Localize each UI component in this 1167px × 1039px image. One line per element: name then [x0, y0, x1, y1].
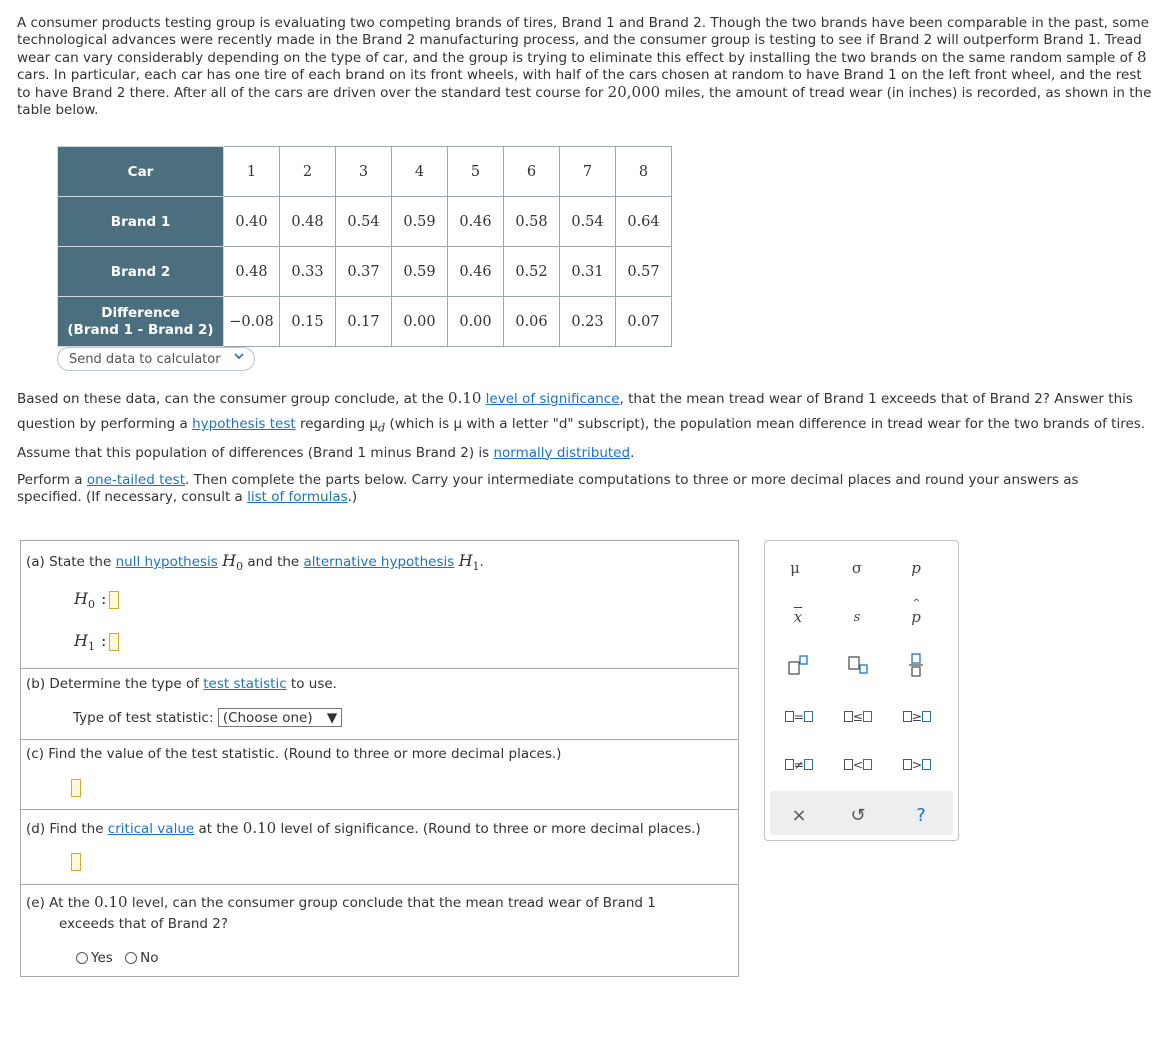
greater-equal-button[interactable]: ≥: [897, 704, 937, 728]
car-number: 7: [560, 147, 616, 197]
s-symbol: s: [853, 609, 861, 625]
close-icon: ×: [791, 804, 807, 826]
yes-option[interactable]: [76, 950, 113, 966]
not-equal-button[interactable]: ≠: [779, 752, 819, 776]
part-b-text: to use.: [286, 676, 337, 692]
brand2-value: 0.33: [280, 247, 336, 297]
part-a-text: and the: [243, 554, 304, 570]
brand2-value: 0.52: [504, 247, 560, 297]
undo-button[interactable]: [838, 803, 878, 827]
question-text-part: , that the mean tread wear of Brand 1 exceeds that of Brand 2? Answer this question by performing a: [17, 391, 1133, 432]
part-e-text: (e) At the: [26, 895, 95, 911]
alternative-hypothesis-link[interactable]: alternative hypothesis: [303, 554, 455, 570]
part-a-text: (a) State the: [26, 554, 116, 570]
car-number: 3: [336, 147, 392, 197]
yes-label: Yes: [91, 950, 113, 966]
part-d: [21, 809, 738, 885]
h0-label: H: [74, 589, 88, 608]
part-c-prompt: (c) Find the value of the test statistic. (Round to three or more decimal places.): [26, 746, 562, 762]
brand1-value: 0.48: [280, 197, 336, 247]
brand1-value: 0.59: [392, 197, 448, 247]
brand1-value: 0.54: [336, 197, 392, 247]
part-e-text-line2: exceeds that of Brand 2?: [59, 916, 229, 932]
h0-input[interactable]: [109, 591, 119, 609]
difference-value: 0.00: [392, 297, 448, 347]
brand2-value: 0.59: [392, 247, 448, 297]
fraction-button[interactable]: [896, 653, 936, 677]
superscript-icon: [785, 655, 809, 675]
difference-value: 0.07: [616, 297, 672, 347]
brand2-value: 0.57: [616, 247, 672, 297]
intro-text-2: cars. In particular, each car has one tire of each brand on its front wheels, with half of the cars chosen at random to have Brand 1 on the left front wheel, and the rest to have Brand 2 there. After all of the cars are driven over the standard test course for: [17, 67, 1142, 101]
dropdown-arrow-icon: ▼: [326, 710, 338, 726]
no-radio[interactable]: [125, 952, 137, 964]
help-icon: ?: [916, 804, 926, 826]
part-e-text: level, can the consumer group conclude that the mean tread wear of Brand 1: [127, 895, 656, 911]
less-than-button[interactable]: <: [838, 752, 878, 776]
conclusion-options: [76, 950, 158, 966]
part-d-text: at the: [194, 821, 243, 837]
critical-value-input[interactable]: [71, 853, 81, 871]
intro-text: A consumer products testing group is evaluating two competing brands of tires, Brand 1 and Brand 2. Though the two brands have been comparable in the past, some technological advances were recently made in the Brand 2 manufacturing process, and the consumer group is testing to see if Brand 2 will outperform Brand 1. Tread wear can vary considerably depending on the type of car, and the group is trying to eliminate this effect by installing the two brands on the same random sample of: [17, 15, 1149, 66]
difference-label: [58, 297, 224, 347]
critical-value-input-wrap: [71, 853, 81, 871]
part-a-prompt: (a) State the null hypothesis $H_0$ and the alternative hypothesis $H_1$.: [26, 551, 484, 574]
table-row: [58, 197, 672, 247]
car-number: 2: [280, 147, 336, 197]
less-equal-button[interactable]: ≤: [838, 704, 878, 728]
undo-icon: ↺: [850, 804, 866, 826]
null-hypothesis-link[interactable]: null hypothesis: [115, 554, 218, 570]
h0-label-subscript: 0: [87, 598, 95, 612]
subscript-button[interactable]: [837, 653, 877, 677]
difference-value: 0.17: [336, 297, 392, 347]
table-row: [58, 297, 672, 347]
h1-input[interactable]: [109, 633, 119, 651]
mu-symbol: μ: [790, 559, 800, 577]
table-row: [58, 147, 672, 197]
brand1-value: 0.58: [504, 197, 560, 247]
question-text-part: .: [630, 444, 635, 461]
h1-symbol: H: [458, 551, 473, 570]
help-button[interactable]: [901, 803, 941, 827]
test-type-select-value: (Choose one): [222, 710, 313, 726]
no-option[interactable]: [125, 950, 158, 966]
part-c: [21, 739, 738, 810]
brand1-value: 0.64: [616, 197, 672, 247]
car-number: 4: [392, 147, 448, 197]
brand2-value: 0.48: [224, 247, 280, 297]
superscript-button[interactable]: [777, 653, 817, 677]
send-data-button[interactable]: [57, 347, 255, 371]
brand2-value: 0.31: [560, 247, 616, 297]
sigma-button[interactable]: [837, 556, 877, 580]
h0-row: $H_0$ :: [74, 589, 119, 611]
difference-value: 0.23: [560, 297, 616, 347]
clear-button[interactable]: [779, 803, 819, 827]
test-statistic-input-wrap: [71, 779, 81, 797]
phat-button[interactable]: ^ p: [911, 598, 921, 626]
xbar-symbol: $\overline{x}$: [793, 608, 803, 626]
part-d-prompt: [26, 819, 701, 837]
instructions-part: . Then complete the parts below. Carry your intermediate computations to three or more decimal places and round your answers as specified. (If necessary, consult a: [17, 472, 1079, 505]
mu-subscript: d: [378, 421, 386, 435]
fraction-icon: [906, 653, 926, 677]
alpha-value: 0.10: [242, 819, 277, 837]
greater-than-button[interactable]: >: [897, 752, 937, 776]
instructions-part: Perform a: [17, 472, 87, 488]
part-b: [21, 668, 738, 740]
alpha-value: 0.10: [94, 893, 128, 911]
brand1-value: 0.46: [448, 197, 504, 247]
instructions-text: [17, 472, 1147, 506]
test-statistic-input[interactable]: [71, 779, 81, 797]
send-data-label: Send data to calculator: [69, 351, 221, 367]
answer-panel: [20, 540, 739, 977]
critical-value-link[interactable]: critical value: [107, 821, 195, 837]
car-number: 1: [224, 147, 280, 197]
part-d-text: level of significance. (Round to three or more decimal places.): [276, 821, 701, 837]
list-of-formulas-link[interactable]: list of formulas: [247, 489, 348, 505]
table-row: [58, 247, 672, 297]
alpha-value: 0.10: [447, 389, 482, 407]
brand1-label: Brand 1: [58, 197, 224, 247]
difference-value: 0.00: [448, 297, 504, 347]
s-button[interactable]: [837, 605, 877, 629]
part-b-text: (b) Determine the type of: [26, 676, 204, 692]
xbar-button[interactable]: [778, 605, 818, 629]
car-number: 8: [616, 147, 672, 197]
problem-intro: [17, 15, 1157, 119]
brand2-value: 0.37: [336, 247, 392, 297]
h1-label-subscript: 1: [87, 640, 95, 654]
h1-label: H: [74, 631, 88, 650]
intro-text-3: miles, the amount of tread wear (in inches) is recorded, as shown in the table below.: [17, 85, 1152, 118]
one-tailed-test-link[interactable]: one-tailed test: [86, 472, 186, 488]
test-statistic-link[interactable]: test statistic: [203, 676, 287, 692]
car-number: 6: [504, 147, 560, 197]
hypothesis-test-link[interactable]: hypothesis test: [192, 416, 296, 432]
normally-distributed-link[interactable]: normally distributed: [493, 444, 631, 461]
tread-wear-table: [57, 146, 672, 347]
no-label: No: [140, 950, 159, 966]
miles-value: 20,000: [607, 83, 661, 101]
p-button[interactable]: [896, 556, 936, 580]
difference-label-line1: Difference: [101, 304, 180, 321]
mu-button[interactable]: [775, 556, 815, 580]
part-a: [21, 541, 738, 669]
difference-label-line2: (Brand 1 - Brand 2): [67, 321, 214, 338]
test-type-label: Type of test statistic:: [73, 710, 214, 726]
question-text: [17, 386, 1157, 466]
test-type-select[interactable]: [218, 708, 342, 727]
math-palette: [764, 540, 959, 841]
h1-subscript: 1: [472, 560, 480, 574]
difference-value: 0.06: [504, 297, 560, 347]
brand2-label: Brand 2: [58, 247, 224, 297]
brand1-value: 0.54: [560, 197, 616, 247]
question-text-part: (which is μ with a letter "d" subscript), the population mean difference in tread wear for the two brands of tires. Assume that this population of differences (Brand 1 minus Brand 2) is: [17, 416, 1146, 461]
car-number: 5: [448, 147, 504, 197]
chevron-down-icon: [233, 350, 245, 365]
h0-subscript: 0: [236, 560, 244, 574]
part-e-prompt: [26, 892, 656, 935]
part-b-prompt: [26, 676, 337, 692]
difference-value: −0.08: [224, 297, 280, 347]
part-d-text: (d) Find the: [26, 821, 108, 837]
yes-radio[interactable]: [76, 952, 88, 964]
brand1-value: 0.40: [224, 197, 280, 247]
p-symbol: p: [911, 559, 921, 577]
test-type-row: [73, 708, 342, 727]
difference-value: 0.15: [280, 297, 336, 347]
phat-symbol: p: [911, 608, 921, 626]
part-e: [21, 884, 738, 976]
h1-row: $H_1$ :: [74, 631, 119, 653]
header-car-label: Car: [58, 147, 224, 197]
level-of-significance-link[interactable]: level of significance: [485, 391, 620, 407]
instructions-part: .): [347, 489, 358, 505]
h0-symbol: H: [222, 551, 237, 570]
question-text-part: Based on these data, can the consumer group conclude, at the: [17, 391, 448, 407]
subscript-icon: [845, 655, 869, 675]
question-text-part: regarding μ: [295, 416, 379, 432]
equals-button[interactable]: =: [779, 704, 819, 728]
sigma-symbol: σ: [851, 559, 863, 577]
sample-size: 8: [1136, 48, 1147, 66]
brand2-value: 0.46: [448, 247, 504, 297]
